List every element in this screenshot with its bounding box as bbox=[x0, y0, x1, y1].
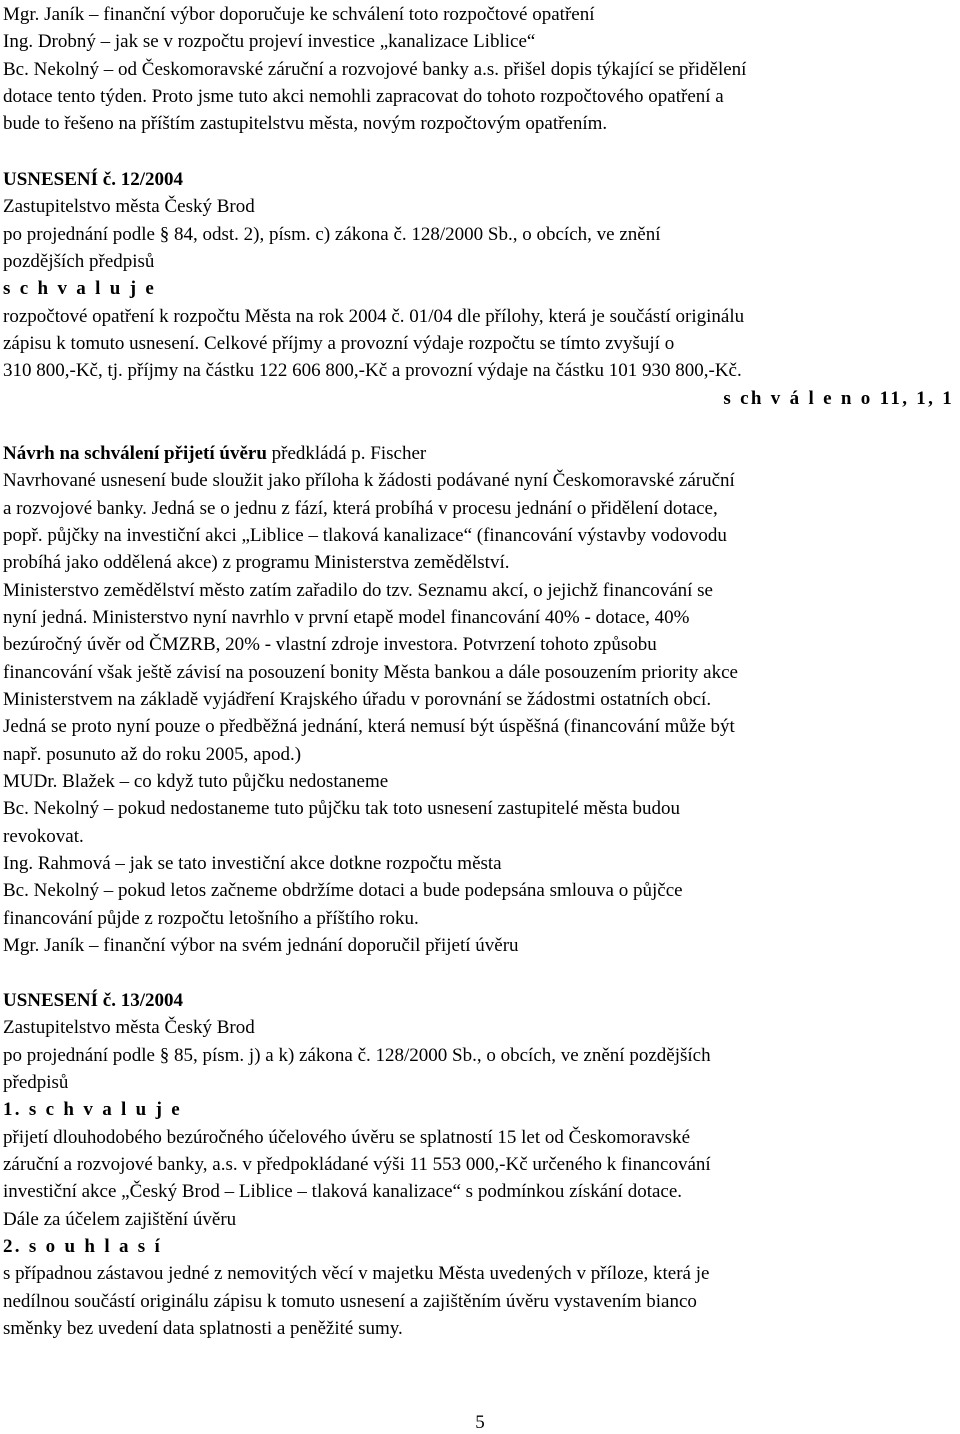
text-line: Bc. Nekolný – od Českomoravské záruční a rozvojové banky a.s. přišel dopis týkající se přidělení bbox=[3, 59, 747, 80]
text-line: dotace tento týden. Proto jsme tuto akci nemohli zapracovat do tohoto rozpočtového opatření a bbox=[3, 86, 724, 107]
text-line: např. posunuto až do roku 2005, apod.) bbox=[3, 744, 302, 765]
text-line: popř. půjčky na investiční akci „Liblice – tlaková kanalizace“ (financování výstavby vodovodu bbox=[3, 525, 727, 546]
text-line: předpisů bbox=[3, 1072, 69, 1093]
page-number: 5 bbox=[475, 1412, 485, 1433]
text-line: Zastupitelstvo města Český Brod bbox=[3, 1017, 255, 1038]
text-line: Ing. Drobný – jak se v rozpočtu projeví investice „kanalizace Liblice“ bbox=[3, 31, 536, 52]
text-line: MUDr. Blažek – co když tuto půjčku nedostaneme bbox=[3, 771, 389, 792]
text-line: Ministerstvem na základě vyjádření Krajského úřadu v porovnání se žádostmi ostatních obcí. bbox=[3, 689, 712, 710]
text-line: Bc. Nekolný – pokud letos začneme obdržíme dotaci a bude podepsána smlouva o půjčce bbox=[3, 880, 683, 901]
text-line: Jedná se proto nyní pouze o předběžná jednání, která nemusí být úspěšná (financování může být bbox=[3, 716, 735, 737]
text-line: pozdějších předpisů bbox=[3, 251, 155, 272]
text-line: financování půjde z rozpočtu letošního a příštího roku. bbox=[3, 908, 419, 929]
text-line: po projednání podle § 84, odst. 2), písm. c) zákona č. 128/2000 Sb., o obcích, ve znění bbox=[3, 224, 661, 245]
text-line: s případnou zástavou jedné z nemovitých věcí v majetku Města uvedených v příloze, která je bbox=[3, 1263, 710, 1284]
text-line: rozpočtové opatření k rozpočtu Města na rok 2004 č. 01/04 dle přílohy, která je součástí originálu bbox=[3, 306, 745, 327]
text-line: nedílnou součástí originálu zápisu k tomuto usnesení a zajištěním úvěru vystavením bianco bbox=[3, 1291, 697, 1312]
text-line: zápisu k tomuto usnesení. Celkové příjmy a provozní výdaje rozpočtu se tímto zvyšují o bbox=[3, 333, 675, 354]
text-line: bude to řešeno na příštím zastupitelstvu města, novým rozpočtovým opatřením. bbox=[3, 113, 608, 134]
section-heading-line bbox=[3, 441, 426, 467]
vote-result: s ch v á l e n o 11, 1, 1 bbox=[723, 388, 954, 409]
text-line: přijetí dlouhodobého bezúročného účelového úvěru se splatností 15 let od Českomoravské bbox=[3, 1127, 691, 1148]
text-line: Dále za účelem zajištění úvěru bbox=[3, 1209, 237, 1230]
resolution-heading: USNESENÍ č. 13/2004 bbox=[3, 990, 183, 1011]
resolution-verb: 2. s o u h l a s í bbox=[3, 1236, 163, 1257]
text-line: Mgr. Janík – finanční výbor na svém jednání doporučil přijetí úvěru bbox=[3, 935, 519, 956]
resolution-verb: 1. s c h v a l u j e bbox=[3, 1099, 182, 1120]
text-line: bezúročný úvěr od ČMZRB, 20% - vlastní zdroje investora. Potvrzení tohoto způsobu bbox=[3, 634, 657, 655]
text-line: investiční akce „Český Brod – Liblice – tlaková kanalizace“ s podmínkou získání dotace. bbox=[3, 1181, 683, 1202]
section-heading: Návrh na schválení přijetí úvěru bbox=[3, 443, 267, 464]
text-line: záruční a rozvojové banky, a.s. v předpokládané výši 11 553 000,-Kč určeného k financování bbox=[3, 1154, 711, 1175]
resolution-heading: USNESENÍ č. 12/2004 bbox=[3, 169, 183, 190]
text-line: a rozvojové banky. Jedná se o jednu z fází, která probíhá v procesu jednání o přidělení dotace, bbox=[3, 498, 718, 519]
text-line: Zastupitelstvo města Český Brod bbox=[3, 196, 255, 217]
text-line: Ing. Rahmová – jak se tato investiční akce dotkne rozpočtu města bbox=[3, 853, 502, 874]
text-line: Mgr. Janík – finanční výbor doporučuje ke schválení toto rozpočtové opatření bbox=[3, 4, 595, 25]
text-line: Bc. Nekolný – pokud nedostaneme tuto půjčku tak toto usnesení zastupitelé města budou bbox=[3, 798, 681, 819]
text-line: financování však ještě závisí na posouzení bonity Města bankou a dále posouzením priority akce bbox=[3, 662, 738, 683]
text-line: probíhá jako oddělená akce) z programu Ministerstva zemědělství. bbox=[3, 552, 510, 573]
document-page bbox=[3, 0, 958, 1434]
text-line: Ministerstvo zemědělství město zatím zařadilo do tzv. Seznamu akcí, o jejichž financování se bbox=[3, 580, 713, 601]
text-line: revokovat. bbox=[3, 826, 84, 847]
resolution-verb: s c h v a l u j e bbox=[3, 278, 157, 299]
text-line: po projednání podle § 85, písm. j) a k) zákona č. 128/2000 Sb., o obcích, ve znění pozdějších bbox=[3, 1045, 711, 1066]
presenter-text: předkládá p. Fischer bbox=[266, 443, 427, 464]
text-line: 310 800,-Kč, tj. příjmy na částku 122 606 800,-Kč a provozní výdaje na částku 101 930 800,-Kč. bbox=[3, 360, 742, 381]
text-line: nyní jedná. Ministerstvo nyní navrhlo v první etapě model financování 40% - dotace, 40% bbox=[3, 607, 690, 628]
text-line: směnky bez uvedení data splatnosti a peněžité sumy. bbox=[3, 1318, 403, 1339]
text-line: Navrhované usnesení bude sloužit jako příloha k žádosti podávané nyní Českomoravské záruční bbox=[3, 470, 735, 491]
